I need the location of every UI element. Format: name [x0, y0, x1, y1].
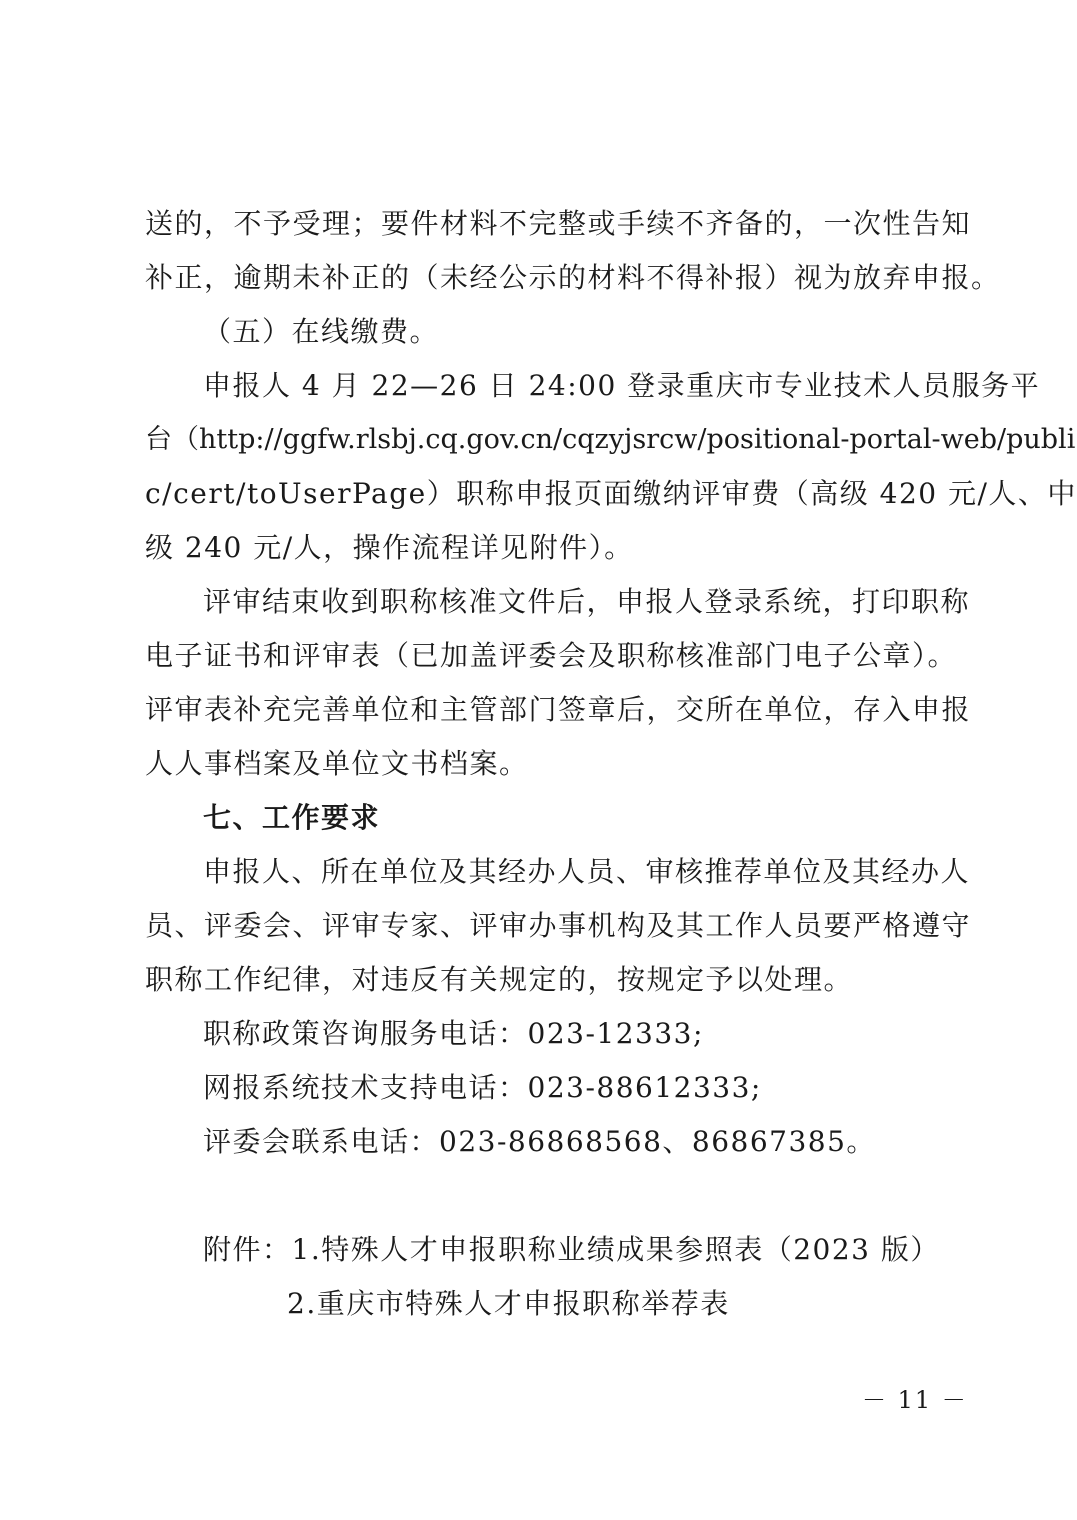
attachment-item: 附件：1.特殊人才申报职称业绩成果参照表（2023 版） [203, 1233, 940, 1266]
contact-phone: 评委会联系电话：023-86868568、86867385。 [203, 1125, 876, 1158]
contact-phone: 网报系统技术支持电话：023-88612333; [203, 1071, 762, 1104]
contact-phone: 职称政策咨询服务电话：023-12333; [203, 1017, 704, 1050]
paragraph-line: 评审结束收到职称核准文件后，申报人登录系统，打印职称 [203, 585, 971, 618]
paragraph-line: 补正，逾期未补正的（未经公示的材料不得补报）视为放弃申报。 [145, 261, 1001, 294]
page-number: － 11 － [862, 1386, 968, 1414]
paragraph-line: 职称工作纪律，对违反有关规定的，按规定予以处理。 [145, 963, 854, 996]
paragraph-line-url: 台（http://ggfw.rlsbj.cq.gov.cn/cqzyjsrcw/positional-portal-web/publi [145, 424, 1076, 455]
paragraph-line: c/cert/toUserPage）职称申报页面缴纳评审费（高级 420 元/人、中 [145, 477, 1077, 510]
paragraph-line: 评审表补充完善单位和主管部门签章后，交所在单位，存入申报 [145, 693, 972, 726]
section-subheading: （五）在线缴费。 [203, 315, 440, 348]
paragraph-line: 申报人、所在单位及其经办人员、审核推荐单位及其经办人 [203, 855, 971, 888]
paragraph-line: 电子证书和评审表（已加盖评委会及职称核准部门电子公章）。 [145, 639, 958, 672]
paragraph-line: 级 240 元/人，操作流程详见附件）。 [145, 531, 634, 564]
paragraph-line: 员、评委会、评审专家、评审办事机构及其工作人员要严格遵守 [145, 909, 972, 942]
paragraph-line: 申报人 4 月 22—26 日 24:00 登录重庆市专业技术人员服务平 [203, 369, 1041, 402]
paragraph-line: 送的，不予受理；要件材料不完整或手续不齐备的，一次性告知 [145, 207, 972, 240]
attachment-item: 2.重庆市特殊人才申报职称举荐表 [287, 1287, 730, 1320]
section-heading: 七、工作要求 [203, 801, 381, 834]
paragraph-line: 人人事档案及单位文书档案。 [145, 747, 529, 780]
